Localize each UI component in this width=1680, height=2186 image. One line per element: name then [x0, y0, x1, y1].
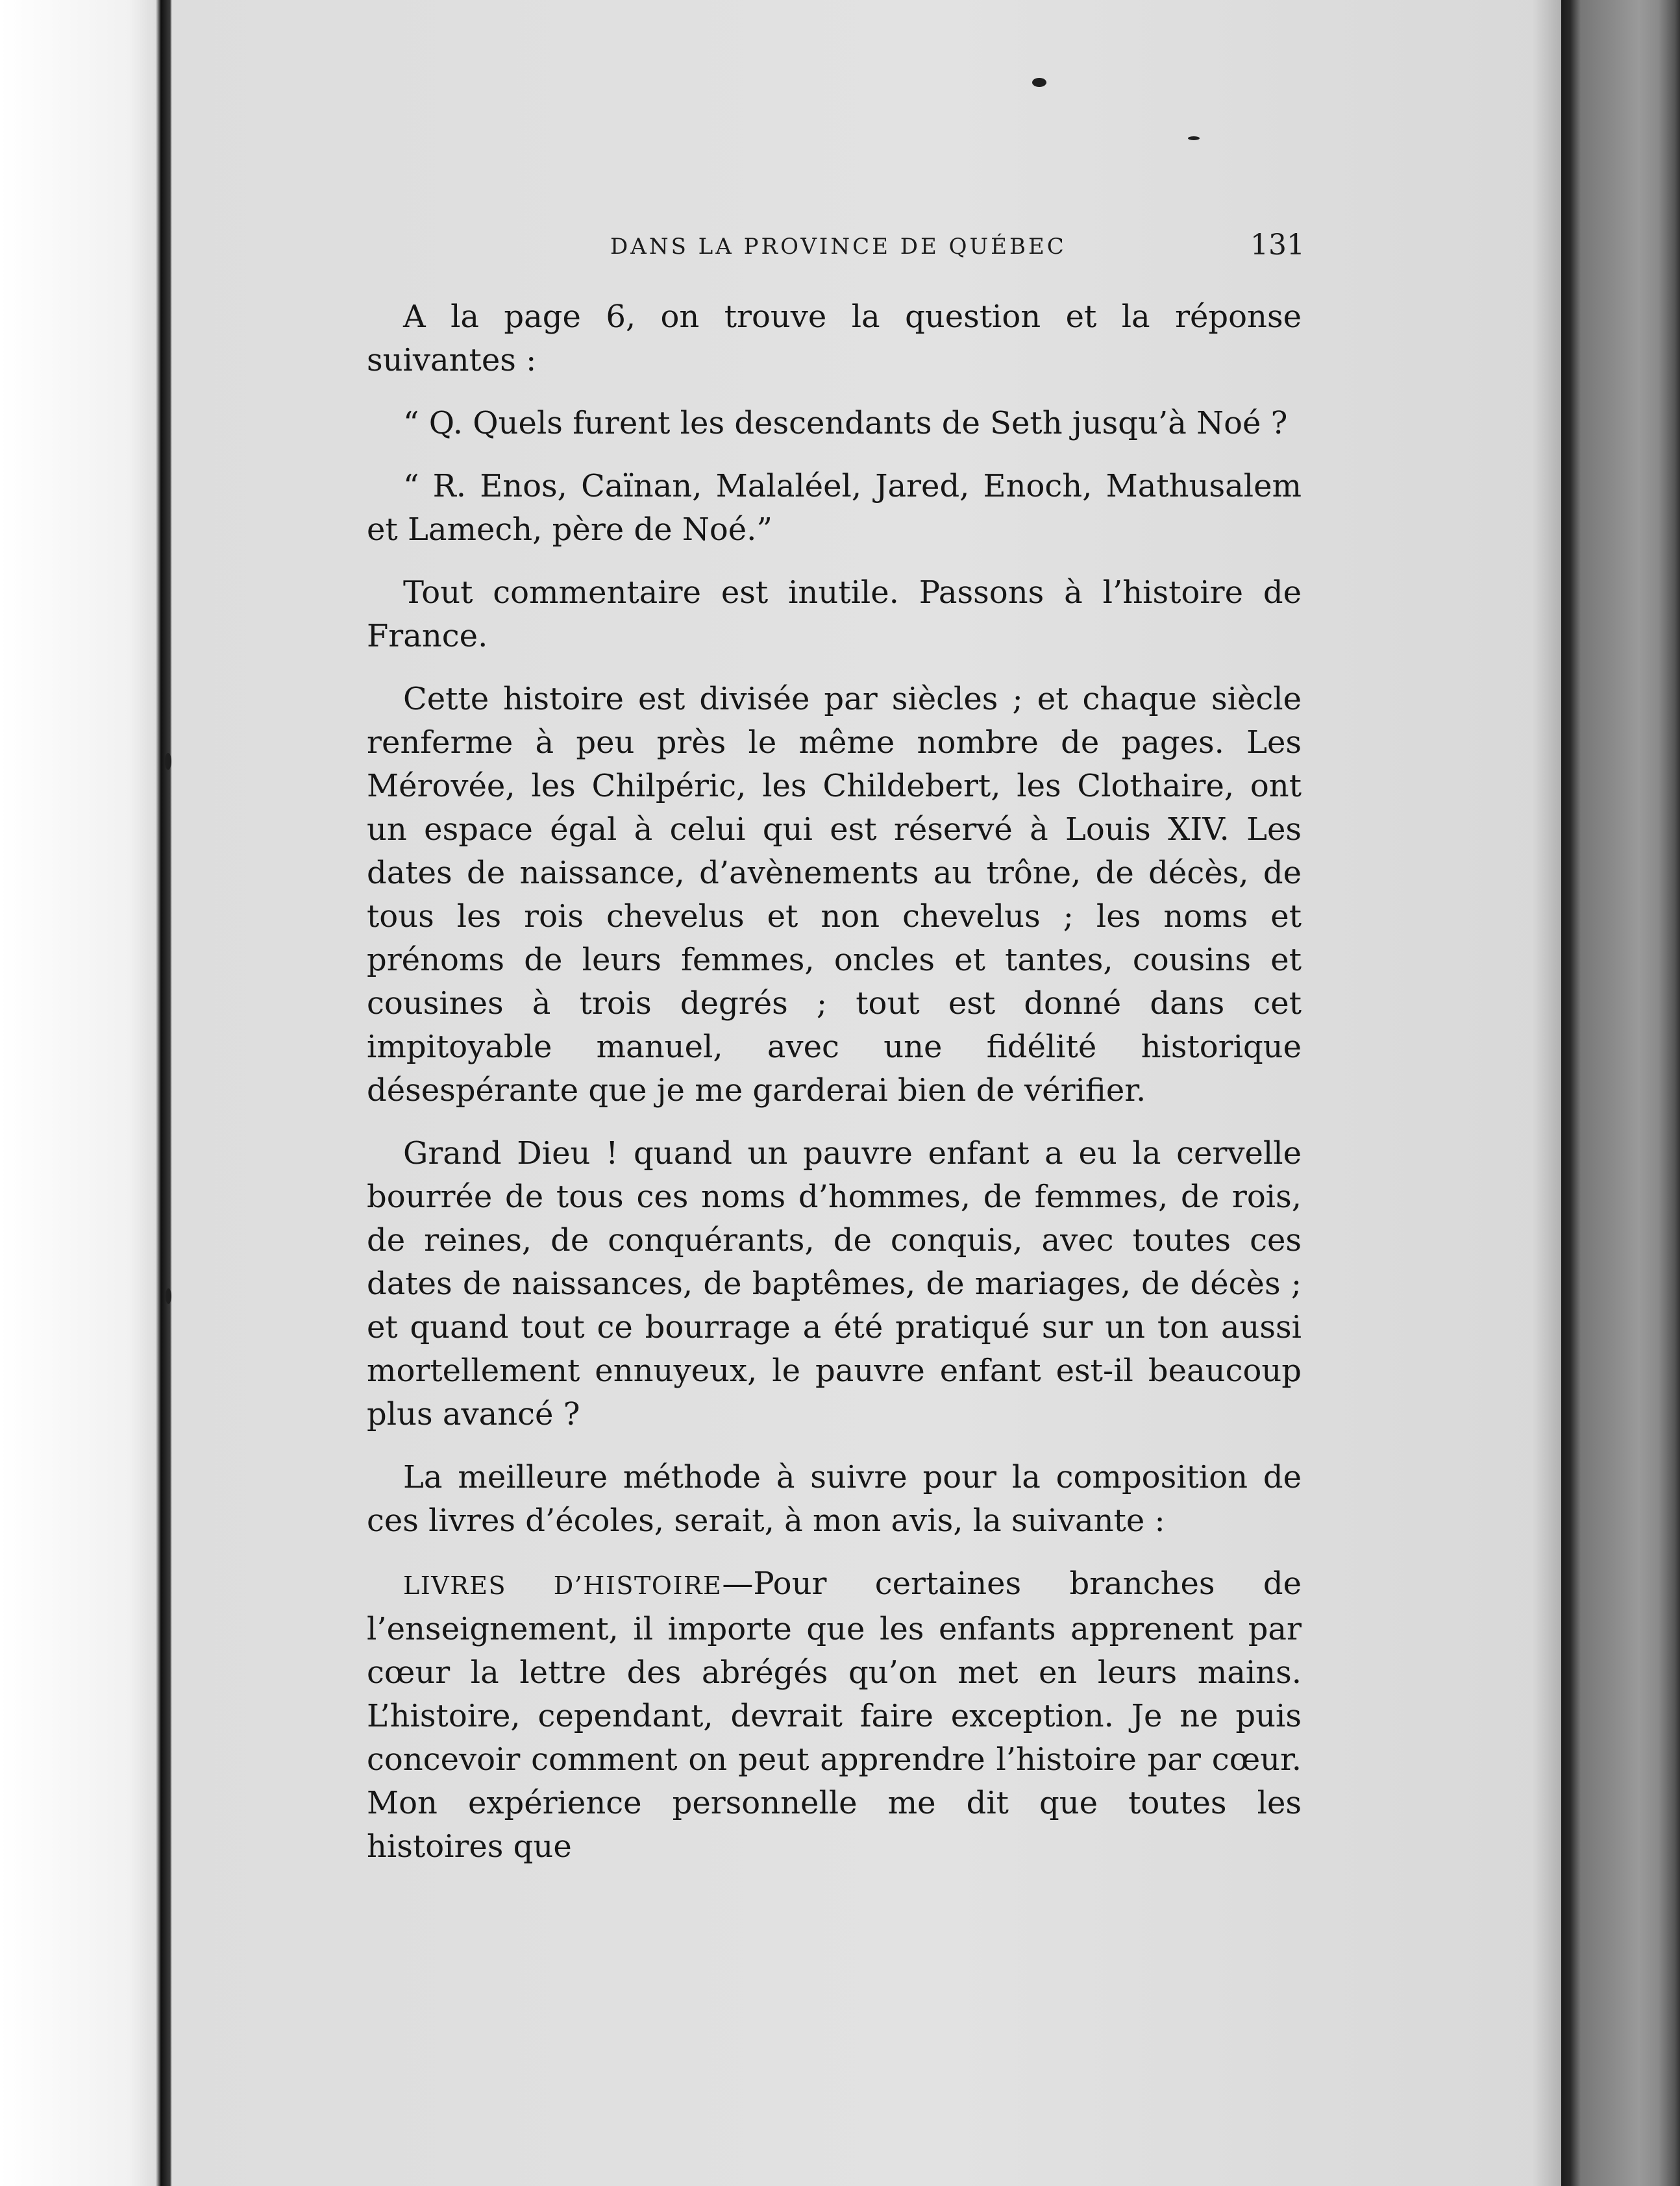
- gutter-shadow: [1532, 0, 1561, 2186]
- scan-speck: [1188, 136, 1200, 140]
- scan-speck: [1032, 78, 1046, 87]
- paragraph: Grand Dieu ! quand un pauvre enfant a eu la cervelle bourrée de tous ces noms d’hommes, de femmes, de rois, de reines, de conquérants, de conquis, avec toutes ces dates de naissances, de baptêmes, de mariages, de décès ; et quand tout ce bourrage a été pratiqué sur un ton aussi mortellement ennuyeux, le pauvre enfant est-il beaucoup plus avancé ?: [367, 1135, 1302, 1432]
- paragraph: A la page 6, on trouve la question et la réponse suivantes :: [367, 299, 1302, 378]
- running-title: DANS LA PROVINCE DE QUÉBEC: [610, 234, 1067, 260]
- page-number: 131: [1250, 228, 1305, 262]
- paragraph: Tout commentaire est inutile. Passons à l’histoire de France.: [367, 574, 1302, 654]
- running-head: [364, 228, 1305, 274]
- paragraph: La meilleure méthode à suivre pour la composition de ces livres d’écoles, serait, à mon avis, la suivante :: [367, 1459, 1302, 1539]
- section-heading: LIVRES D’HISTOIRE: [403, 1571, 723, 1600]
- scan-speck: [166, 1288, 171, 1304]
- body-text: [367, 295, 1302, 1888]
- paragraph: Cette histoire est divisée par siècles ; et chaque siècle renferme à peu près le même nombre de pages. Les Mérovée, les Chilpéric, les Childebert, les Clothaire, ont un espace égal à celui qui est réservé à Louis XIV. Les dates de naissance, d’avènements au trône, de décès, de tous les rois chevelus et non chevelus ; les noms et prénoms de leurs femmes, oncles et tantes, cousins et cousines à trois degrés ; tout est donné dans cet impitoyable manuel, avec une fidélité historique désespérante que je me garderai bien de vérifier.: [367, 681, 1302, 1109]
- scan-left-margin: [0, 0, 172, 2186]
- book-gutter: [1561, 0, 1680, 2186]
- paragraph: “ R. Enos, Caïnan, Malaléel, Jared, Enoch, Mathusalem et Lamech, père de Noé.”: [367, 468, 1302, 548]
- scan-speck: [165, 753, 171, 770]
- paragraph: “ Q. Quels furent les descendants de Seth jusqu’à Noé ?: [403, 405, 1288, 441]
- paragraph-text: —Pour certaines branches de l’enseignement, il importe que les enfants apprenent par cœur la lettre des abrégés qu’on met en leurs mains. L’histoire, cependant, devrait faire exception. Je ne puis concevoir comment on peut apprendre l’histoire par cœur. Mon expérience personnelle me dit que toutes les histoires que: [367, 1566, 1302, 1865]
- paragraph: [367, 1562, 1302, 1869]
